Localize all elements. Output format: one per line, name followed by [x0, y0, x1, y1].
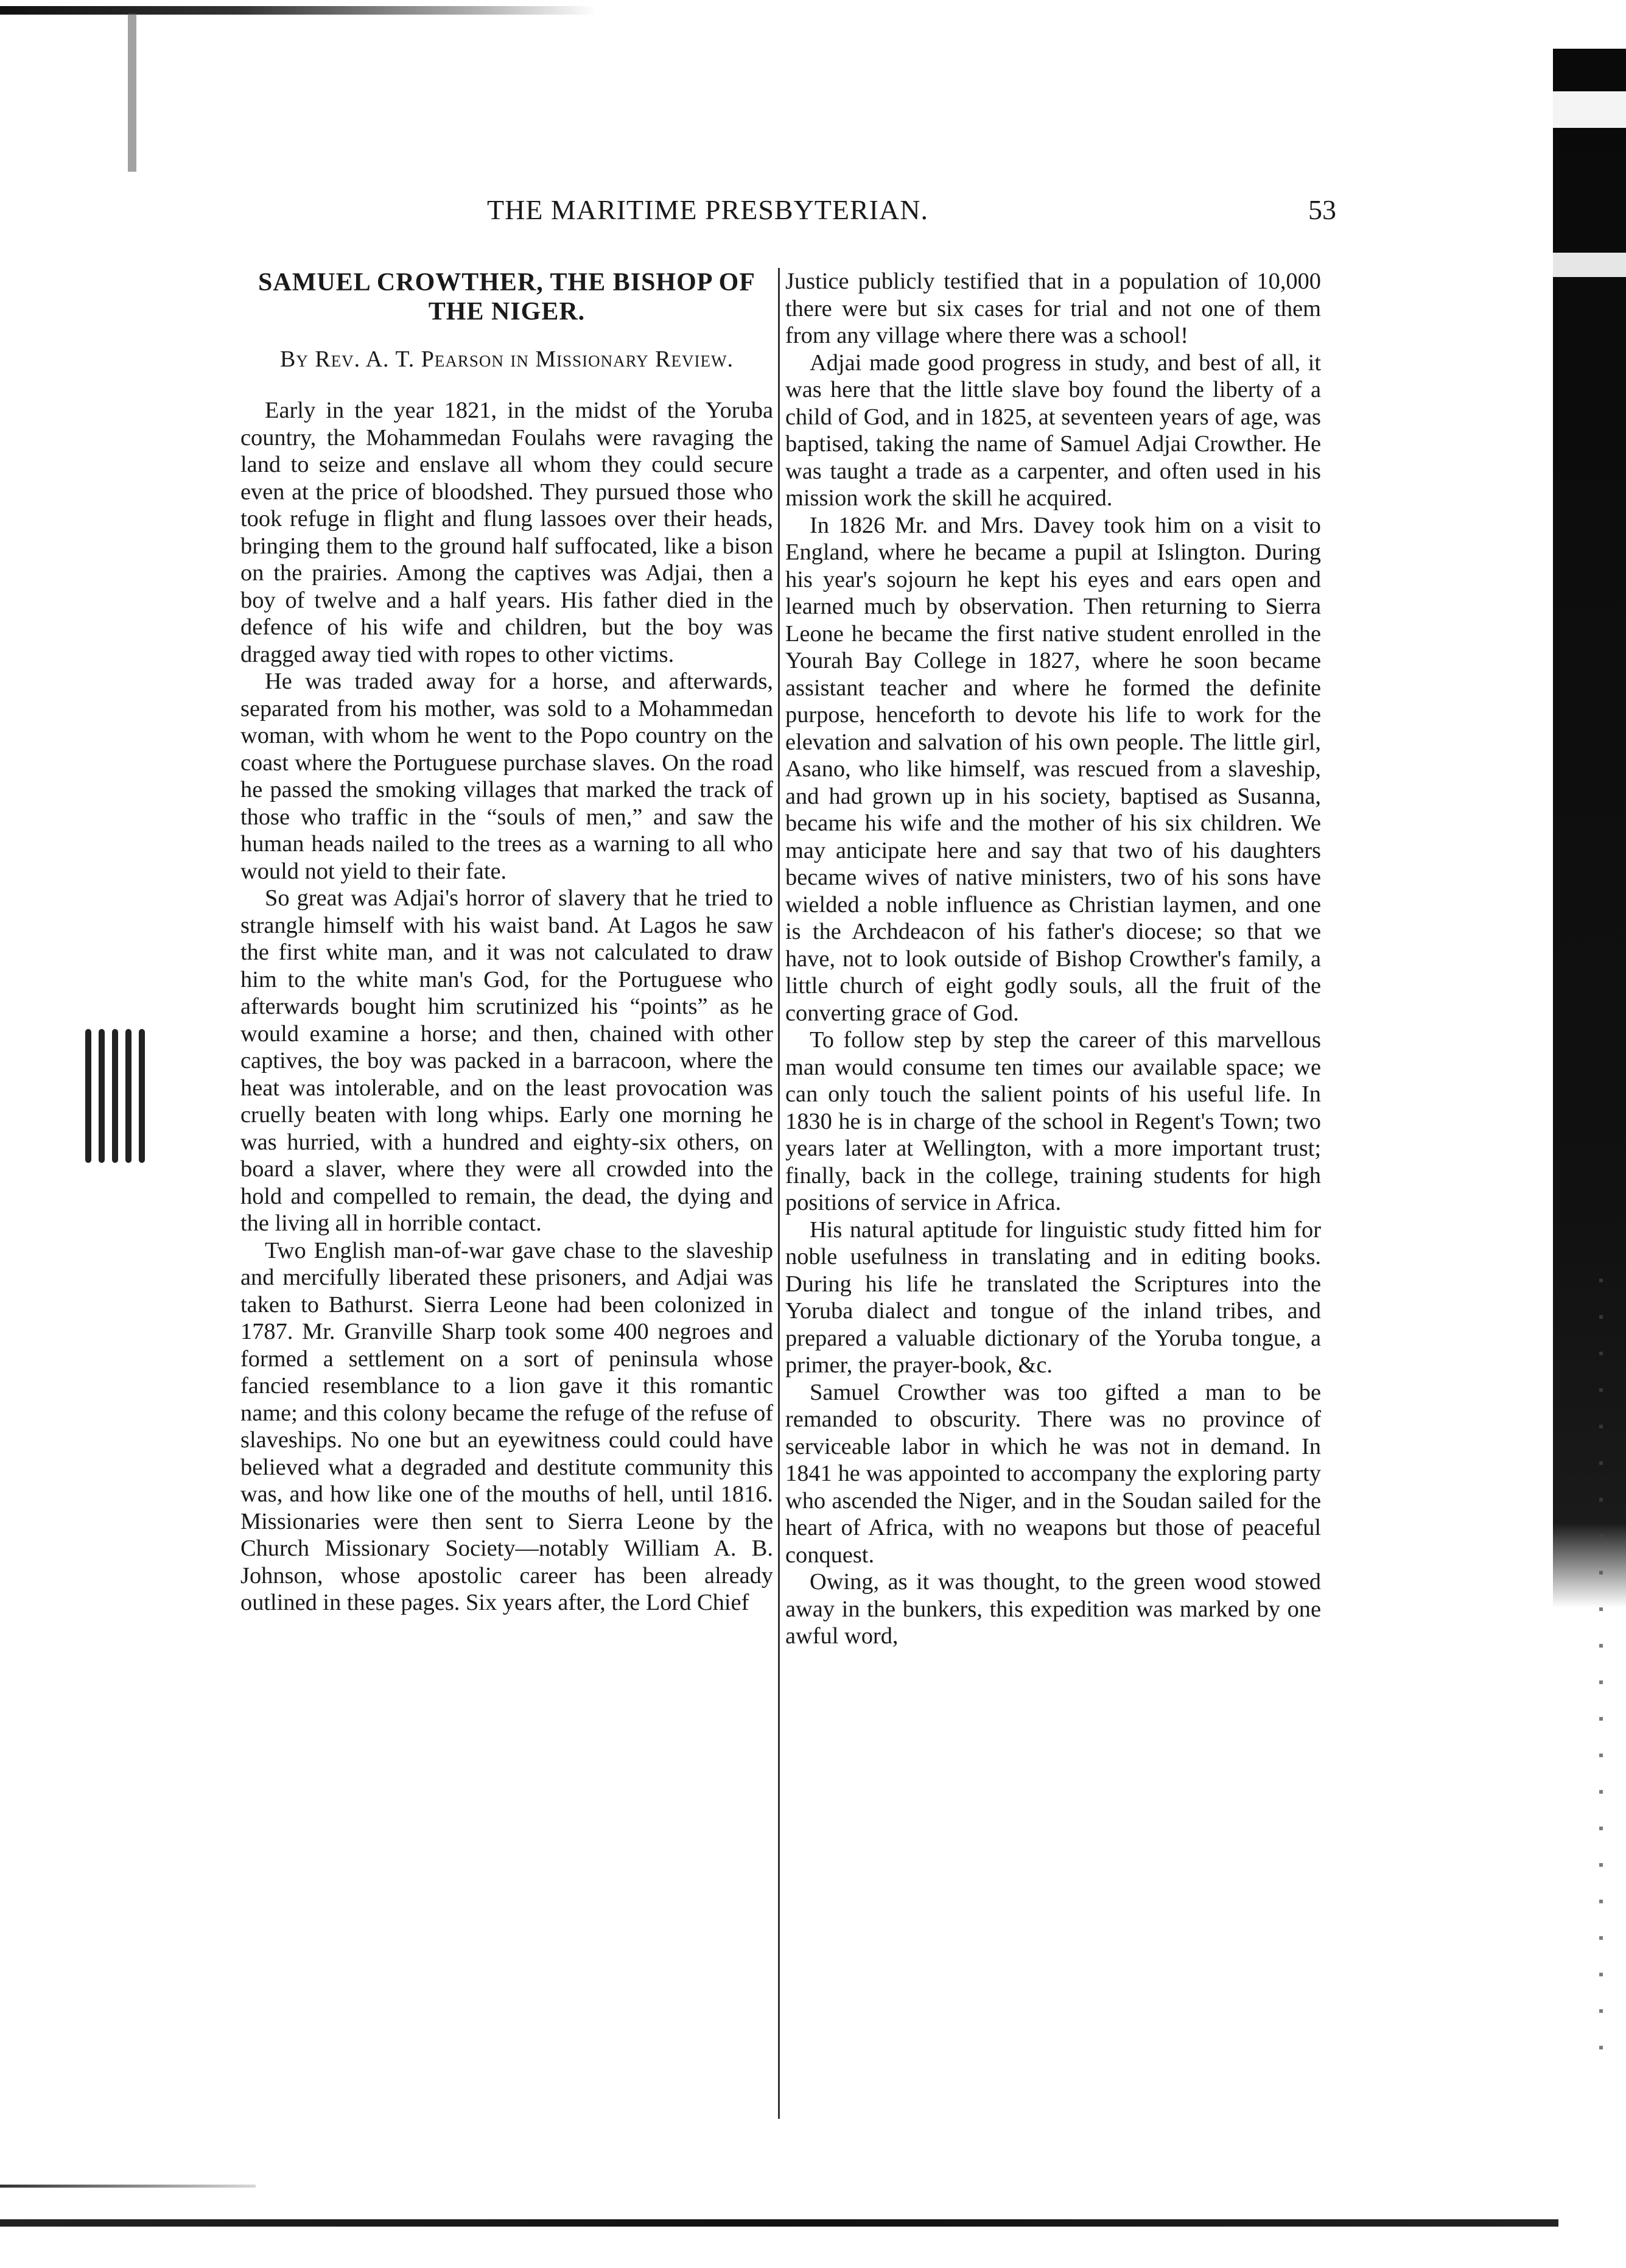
scan-edge-right-notch: [1553, 91, 1626, 128]
right-column: [785, 268, 1321, 1650]
paragraph: So great was Adjai's horror of slavery that he tried to strangle himself with his waist band. At Lagos he saw the first white man, and it was not calculated to draw him to the white man's God, for the Portuguese who afterwards bought him scrutinized his “points” as he would examine a horse; and then, chained with other captives, the boy was packed in a barracoon, where the heat was intolerable, and on the least provocation was cruelly beaten with long whips. Early one morning he was hurried, with a hundred and eighty-six others, on board a slaver, where they were all crowded into the hold and compelled to remain, the dead, the dying and the living all in horrible contact.: [240, 885, 773, 1236]
scan-edge-top-fray: [128, 13, 136, 172]
paragraph: Samuel Crowther was too gifted a man to be remanded to obscurity. There was no province of serviceable labor in which he was not in demand. In 1841 he was appointed to accompany the exploring party who ascended the Niger, and in the Soudan sailed for the heart of Africa, with no weapons but those of peaceful conquest.: [785, 1379, 1321, 1568]
scan-edge-bottom: [0, 2219, 1558, 2227]
article-title: SAMUEL CROWTHER, THE BISHOP OF THE NIGER.: [258, 269, 755, 326]
running-head: [237, 194, 1336, 236]
paragraph: Adjai made good progress in study, and best of all, it was here that the little slave boy found the liberty of a child of God, and in 1825, at seventeen years of age, was baptised, taking the name of Samuel Adjai Crowther. He was taught a trade as a carpenter, and often used in his mission work the skill he acquired.: [785, 349, 1321, 511]
scan-edge-top: [0, 6, 597, 15]
paragraph-continued: Justice publicly testified that in a population of 10,000 there were but six cases for trial and not one of them from any village where there was a school!: [785, 269, 1321, 348]
left-column: [240, 268, 773, 1617]
scan-edge-right: [1553, 49, 1626, 2155]
column-divider: [778, 268, 780, 2119]
journal-title: THE MARITIME PRESBYTERIAN.: [487, 194, 928, 225]
scan-edge-bottom-thin: [0, 2185, 256, 2188]
paragraph: In 1826 Mr. and Mrs. Davey took him on a visit to England, where he became a pupil at Islington. During his year's sojourn he kept his eyes and ears open and learned much by observation. Then returning to Sierra Leone he became the first native student enrolled in the Yourah Bay College in 1827, where he soon became assistant teacher and where he formed the definite purpose, henceforth to devote his life to work for the elevation and salvation of his own people. The little girl, Asano, who like himself, was rescued from a slaveship, and had grown up in his society, baptised as Susanna, became his wife and the mother of his six children. We may anticipate here and say that two of his daughters became wives of native ministers, two of his sons have wielded a noble influence as Christian laymen, and one is the Archdeacon of his father's diocese; so that we have, not to look outside of Bishop Crowther's family, a little church of eight godly souls, all the fruit of the converting grace of God.: [785, 512, 1321, 1026]
paragraph: Two English man-of-war gave chase to the slaveship and mercifully liberated these prisoners, and Adjai was taken to Bathurst. Sierra Leone had been colonized in 1787. Mr. Granville Sharp took some 400 negroes and formed a settlement on a sort of peninsula whose fancied resemblance to a lion gave it this romantic name; and this colony became the refuge of the refuse of slaveships. No one but an eyewitness could could have believed what a degraded and destitute community this was, and how like one of the mouths of hell, until 1816. Missionaries were then sent to Sierra Leone by the Church Missionary Society—notably William A. B. Johnson, whose apostolic career has been already outlined in these pages. Six years after, the Lord Chief: [240, 1237, 773, 1615]
scan-edge-right-notch-lower: [1553, 253, 1626, 277]
scan-margin-dots: [1599, 1279, 1603, 2070]
paragraph: To follow step by step the career of this marvellous man would consume ten times our available space; we can only touch the salient points of his useful life. In 1830 he is in charge of the school in Regent's Town; two years later at Wellington, with a more important trust; finally, back in the college, training students for high positions of service in Africa.: [785, 1027, 1321, 1215]
binding-clip-artifact: [85, 1029, 158, 1163]
paragraph: Owing, as it was thought, to the green wood stowed away in the bunkers, this expedition was marked by one awful word,: [785, 1569, 1321, 1649]
paragraph: He was traded away for a horse, and afterwards, separated from his mother, was sold to a Mohammedan woman, with whom he went to the Popo country on the coast where the Portuguese purchase slaves. On the road he passed the smoking villages that marked the track of those who traffic in the “souls of men,” and saw the human heads nailed to the trees as a warning to all who would not yield to their fate.: [240, 669, 773, 884]
paragraph: His natural aptitude for linguistic study fitted him for noble usefulness in translating and in editing books. During his life he translated the Scriptures into the Yoruba dialect and tongue of the inland tribes, and prepared a valuable dictionary of the Yoruba tongue, a primer, the prayer-book, &c.: [785, 1217, 1321, 1378]
paragraph: Early in the year 1821, in the midst of the Yoruba country, the Mohammedan Foulahs were ravaging the land to seize and enslave all whom they could secure even at the price of bloodshed. They pursued those who took refuge in flight and flung lassoes over their heads, bringing them to the ground half suffocated, like a bison on the prairies. Among the captives was Adjai, then a boy of twelve and a half years. His father died in the defence of his wife and children, but the boy was dragged away tied with ropes to other victims.: [240, 398, 773, 667]
article-byline: By Rev. A. T. Pearson in Missionary Review.: [280, 346, 734, 372]
page-number: 53: [1308, 194, 1336, 225]
